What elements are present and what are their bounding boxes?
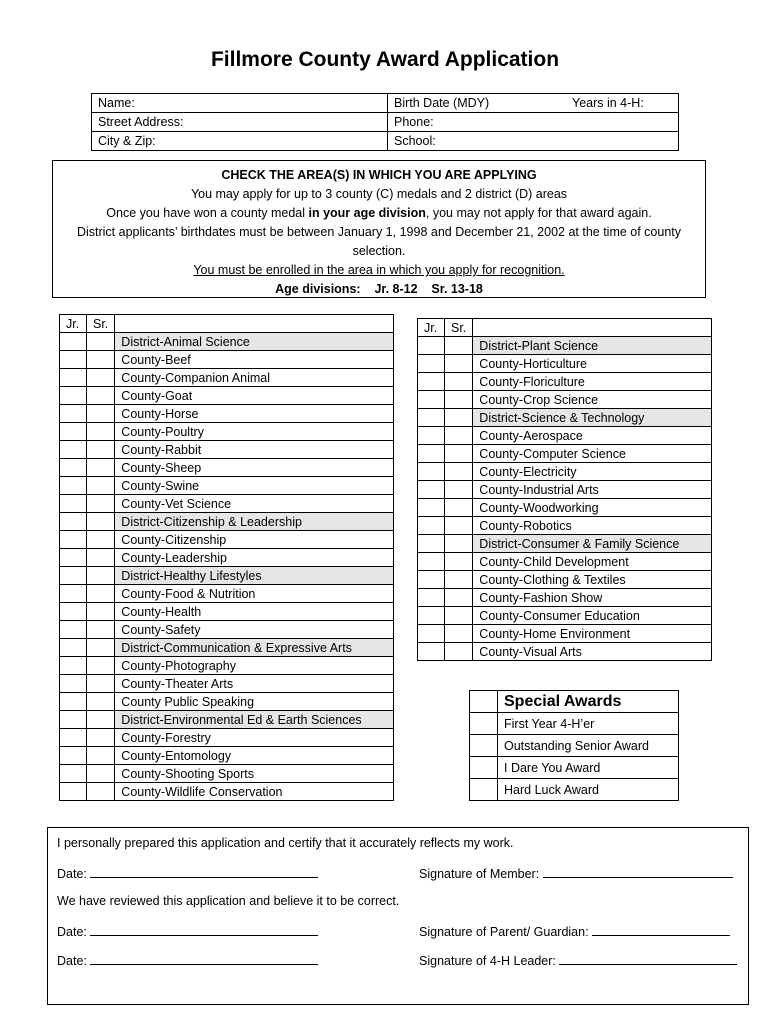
sr-checkbox[interactable] bbox=[87, 657, 115, 675]
age-divisions: Age divisions: Jr. 8-12 Sr. 13-18 bbox=[275, 282, 483, 296]
area-label: County-Theater Arts bbox=[115, 675, 394, 693]
sr-checkbox[interactable] bbox=[445, 391, 473, 409]
jr-checkbox[interactable] bbox=[60, 639, 87, 657]
sr-checkbox[interactable] bbox=[87, 531, 115, 549]
area-label: District-Communication & Expressive Arts bbox=[115, 639, 394, 657]
school-field[interactable] bbox=[388, 132, 679, 151]
area-row bbox=[418, 463, 712, 481]
special-awards-table bbox=[469, 690, 679, 801]
area-label: County-Fashion Show bbox=[473, 589, 712, 607]
area-row bbox=[418, 409, 712, 427]
special-award-checkbox[interactable] bbox=[470, 757, 498, 779]
jr-checkbox[interactable] bbox=[418, 517, 445, 535]
phone-field[interactable] bbox=[388, 113, 679, 132]
area-row bbox=[60, 585, 394, 603]
jr-checkbox[interactable] bbox=[60, 693, 87, 711]
special-award-label: Outstanding Senior Award bbox=[498, 735, 679, 757]
area-label: County-Visual Arts bbox=[473, 643, 712, 661]
special-award-label: First Year 4-H’er bbox=[498, 713, 679, 735]
area-label: County-Food & Nutrition bbox=[115, 585, 394, 603]
area-row bbox=[60, 549, 394, 567]
area-row bbox=[418, 643, 712, 661]
jr-checkbox[interactable] bbox=[418, 553, 445, 571]
area-label: County-Rabbit bbox=[115, 441, 394, 459]
jr-checkbox[interactable] bbox=[60, 351, 87, 369]
jr-checkbox[interactable] bbox=[60, 675, 87, 693]
jr-checkbox[interactable] bbox=[418, 427, 445, 445]
area-row bbox=[60, 387, 394, 405]
area-label: County-Vet Science bbox=[115, 495, 394, 513]
leader-signature-row bbox=[419, 952, 737, 968]
area-row bbox=[60, 333, 394, 351]
area-label: County-Robotics bbox=[473, 517, 712, 535]
sr-checkbox[interactable] bbox=[445, 535, 473, 553]
instructions-line-4: You must be enrolled in the area in which you apply for recognition. bbox=[193, 263, 565, 277]
special-award-row bbox=[470, 779, 679, 801]
area-row bbox=[418, 607, 712, 625]
sr-checkbox[interactable] bbox=[87, 585, 115, 603]
area-row bbox=[418, 391, 712, 409]
area-row bbox=[60, 639, 394, 657]
area-row bbox=[60, 567, 394, 585]
street-address-field[interactable] bbox=[92, 113, 388, 132]
parent-signature-label: Signature of Parent/ Guardian: bbox=[419, 925, 589, 939]
area-row bbox=[60, 351, 394, 369]
sr-checkbox[interactable] bbox=[445, 445, 473, 463]
area-label: County-Computer Science bbox=[473, 445, 712, 463]
street-address-label: Street Address: bbox=[98, 115, 184, 129]
area-row bbox=[418, 355, 712, 373]
jr-checkbox[interactable] bbox=[60, 765, 87, 783]
area-row bbox=[418, 553, 712, 571]
sr-checkbox[interactable] bbox=[445, 373, 473, 391]
area-row bbox=[60, 747, 394, 765]
sr-checkbox[interactable] bbox=[87, 729, 115, 747]
instructions-line-3: District applicants’ birthdates must be between January 1, 1998 and December 21, 2002 at the time of county selection. bbox=[76, 225, 682, 258]
sr-checkbox[interactable] bbox=[87, 765, 115, 783]
jr-checkbox[interactable] bbox=[60, 567, 87, 585]
leader-date-row bbox=[57, 952, 318, 968]
area-column-header bbox=[473, 319, 712, 337]
special-award-label: I Dare You Award bbox=[498, 757, 679, 779]
area-row bbox=[418, 499, 712, 517]
sr-checkbox[interactable] bbox=[87, 405, 115, 423]
sr-checkbox[interactable] bbox=[87, 333, 115, 351]
city-zip-field[interactable] bbox=[92, 132, 388, 151]
special-awards-heading: Special Awards bbox=[498, 691, 679, 713]
jr-checkbox[interactable] bbox=[418, 589, 445, 607]
special-award-label: Hard Luck Award bbox=[498, 779, 679, 801]
special-award-row bbox=[470, 713, 679, 735]
jr-column-header: Jr. bbox=[60, 315, 87, 333]
leader-date-label: Date: bbox=[57, 954, 87, 968]
sr-checkbox[interactable] bbox=[87, 711, 115, 729]
instructions-line-2-pre: Once you have won a county medal bbox=[106, 206, 309, 220]
jr-checkbox[interactable] bbox=[60, 369, 87, 387]
area-label: County-Entomology bbox=[115, 747, 394, 765]
area-label: County-Companion Animal bbox=[115, 369, 394, 387]
jr-checkbox[interactable] bbox=[418, 607, 445, 625]
area-label: County-Swine bbox=[115, 477, 394, 495]
area-label: County-Child Development bbox=[473, 553, 712, 571]
area-row bbox=[418, 427, 712, 445]
instructions-line-2-post: , you may not apply for that award again. bbox=[425, 206, 652, 220]
sr-checkbox[interactable] bbox=[87, 477, 115, 495]
area-label: County-Industrial Arts bbox=[473, 481, 712, 499]
special-award-checkbox[interactable] bbox=[470, 735, 498, 757]
area-row bbox=[60, 729, 394, 747]
special-award-checkbox[interactable] bbox=[470, 713, 498, 735]
sr-checkbox[interactable] bbox=[87, 639, 115, 657]
area-row bbox=[60, 621, 394, 639]
area-row bbox=[60, 765, 394, 783]
jr-checkbox[interactable] bbox=[60, 729, 87, 747]
sr-checkbox[interactable] bbox=[445, 409, 473, 427]
area-label: County-Home Environment bbox=[473, 625, 712, 643]
area-row bbox=[418, 589, 712, 607]
area-row bbox=[60, 531, 394, 549]
special-award-checkbox[interactable] bbox=[470, 779, 498, 801]
area-label: District-Plant Science bbox=[473, 337, 712, 355]
parent-date-label: Date: bbox=[57, 925, 87, 939]
sr-checkbox[interactable] bbox=[87, 351, 115, 369]
instructions-box bbox=[52, 160, 706, 298]
area-label: District-Science & Technology bbox=[473, 409, 712, 427]
area-label: County-Electricity bbox=[473, 463, 712, 481]
jr-checkbox[interactable] bbox=[418, 535, 445, 553]
jr-checkbox[interactable] bbox=[418, 463, 445, 481]
sr-checkbox[interactable] bbox=[445, 589, 473, 607]
area-row bbox=[60, 603, 394, 621]
area-label: County-Wildlife Conservation bbox=[115, 783, 394, 801]
member-signature-row bbox=[419, 865, 733, 881]
area-row bbox=[60, 657, 394, 675]
jr-checkbox[interactable] bbox=[60, 747, 87, 765]
area-label: County-Floriculture bbox=[473, 373, 712, 391]
area-row bbox=[60, 693, 394, 711]
sr-column-header: Sr. bbox=[445, 319, 473, 337]
parent-signature-row bbox=[419, 923, 730, 939]
sr-checkbox[interactable] bbox=[87, 423, 115, 441]
sr-checkbox[interactable] bbox=[445, 571, 473, 589]
sr-checkbox[interactable] bbox=[445, 517, 473, 535]
sr-checkbox[interactable] bbox=[445, 355, 473, 373]
sr-checkbox[interactable] bbox=[87, 747, 115, 765]
area-label: County-Safety bbox=[115, 621, 394, 639]
phone-label: Phone: bbox=[394, 115, 434, 129]
jr-checkbox[interactable] bbox=[60, 585, 87, 603]
area-row bbox=[60, 459, 394, 477]
area-label: County-Sheep bbox=[115, 459, 394, 477]
jr-checkbox[interactable] bbox=[60, 405, 87, 423]
area-label: County-Crop Science bbox=[473, 391, 712, 409]
area-label: County-Goat bbox=[115, 387, 394, 405]
jr-checkbox[interactable] bbox=[60, 603, 87, 621]
jr-checkbox[interactable] bbox=[60, 441, 87, 459]
sr-checkbox[interactable] bbox=[87, 459, 115, 477]
area-row bbox=[418, 337, 712, 355]
sr-checkbox[interactable] bbox=[445, 607, 473, 625]
sr-checkbox[interactable] bbox=[445, 499, 473, 517]
jr-checkbox[interactable] bbox=[60, 549, 87, 567]
area-label: County-Beef bbox=[115, 351, 394, 369]
area-row bbox=[418, 445, 712, 463]
area-column-header bbox=[115, 315, 394, 333]
sr-checkbox[interactable] bbox=[445, 337, 473, 355]
name-field[interactable] bbox=[92, 94, 388, 113]
jr-checkbox[interactable] bbox=[60, 423, 87, 441]
member-signature-line[interactable] bbox=[543, 865, 733, 878]
area-label: County-Clothing & Textiles bbox=[473, 571, 712, 589]
area-row bbox=[60, 477, 394, 495]
area-label: County-Consumer Education bbox=[473, 607, 712, 625]
jr-column-header: Jr. bbox=[418, 319, 445, 337]
area-label: District-Animal Science bbox=[115, 333, 394, 351]
member-date-row bbox=[57, 865, 318, 881]
area-label: County-Leadership bbox=[115, 549, 394, 567]
member-signature-label: Signature of Member: bbox=[419, 867, 540, 881]
school-label: School: bbox=[394, 134, 436, 148]
jr-checkbox[interactable] bbox=[418, 445, 445, 463]
city-zip-label: City & Zip: bbox=[98, 134, 156, 148]
area-row bbox=[418, 481, 712, 499]
parent-date-line[interactable] bbox=[90, 923, 318, 936]
area-label: County-Forestry bbox=[115, 729, 394, 747]
sr-checkbox[interactable] bbox=[87, 513, 115, 531]
area-row bbox=[60, 423, 394, 441]
sr-checkbox[interactable] bbox=[445, 625, 473, 643]
sr-checkbox[interactable] bbox=[87, 369, 115, 387]
jr-checkbox[interactable] bbox=[418, 409, 445, 427]
area-label: County Public Speaking bbox=[115, 693, 394, 711]
special-award-row bbox=[470, 757, 679, 779]
years-in-4h-label: Years in 4-H: bbox=[572, 96, 644, 110]
leader-date-line[interactable] bbox=[90, 952, 318, 965]
sr-column-header: Sr. bbox=[87, 315, 115, 333]
jr-checkbox[interactable] bbox=[60, 657, 87, 675]
area-label: County-Citizenship bbox=[115, 531, 394, 549]
jr-checkbox[interactable] bbox=[60, 459, 87, 477]
member-date-line[interactable] bbox=[90, 865, 318, 878]
parent-signature-line[interactable] bbox=[592, 923, 730, 936]
jr-checkbox[interactable] bbox=[60, 387, 87, 405]
area-row bbox=[418, 517, 712, 535]
area-label: District-Environmental Ed & Earth Sciences bbox=[115, 711, 394, 729]
area-row bbox=[60, 711, 394, 729]
name-label: Name: bbox=[98, 96, 135, 110]
jr-checkbox[interactable] bbox=[60, 333, 87, 351]
leader-signature-line[interactable] bbox=[559, 952, 737, 965]
jr-checkbox[interactable] bbox=[60, 783, 87, 801]
area-label: County-Woodworking bbox=[473, 499, 712, 517]
area-row bbox=[418, 373, 712, 391]
instructions-line-2-bold: in your age division bbox=[308, 206, 426, 220]
leader-signature-label: Signature of 4-H Leader: bbox=[419, 954, 556, 968]
right-areas-table bbox=[417, 318, 712, 661]
certification-box bbox=[47, 827, 749, 1005]
member-statement: I personally prepared this application and certify that it accurately reflects my work. bbox=[57, 836, 514, 850]
sr-checkbox[interactable] bbox=[445, 553, 473, 571]
jr-checkbox[interactable] bbox=[418, 391, 445, 409]
jr-checkbox[interactable] bbox=[60, 495, 87, 513]
sr-checkbox[interactable] bbox=[87, 495, 115, 513]
area-row bbox=[60, 369, 394, 387]
area-label: District-Citizenship & Leadership bbox=[115, 513, 394, 531]
sr-checkbox[interactable] bbox=[445, 643, 473, 661]
sr-checkbox[interactable] bbox=[87, 621, 115, 639]
parent-date-row bbox=[57, 923, 318, 939]
applicant-info-table bbox=[91, 93, 679, 151]
jr-checkbox[interactable] bbox=[418, 571, 445, 589]
instructions-heading: CHECK THE AREA(S) IN WHICH YOU ARE APPLYING bbox=[221, 168, 537, 182]
sr-checkbox[interactable] bbox=[87, 441, 115, 459]
sr-checkbox[interactable] bbox=[445, 463, 473, 481]
sr-checkbox[interactable] bbox=[87, 387, 115, 405]
sr-checkbox[interactable] bbox=[87, 693, 115, 711]
sr-checkbox[interactable] bbox=[87, 783, 115, 801]
area-label: County-Health bbox=[115, 603, 394, 621]
birth-date-field[interactable] bbox=[388, 94, 679, 113]
sr-checkbox[interactable] bbox=[445, 427, 473, 445]
area-row bbox=[60, 783, 394, 801]
area-row bbox=[418, 535, 712, 553]
special-awards-header-blank bbox=[470, 691, 498, 713]
jr-checkbox[interactable] bbox=[60, 711, 87, 729]
area-label: District-Consumer & Family Science bbox=[473, 535, 712, 553]
special-award-row bbox=[470, 735, 679, 757]
jr-checkbox[interactable] bbox=[418, 373, 445, 391]
area-label: County-Poultry bbox=[115, 423, 394, 441]
jr-checkbox[interactable] bbox=[60, 513, 87, 531]
sr-checkbox[interactable] bbox=[445, 481, 473, 499]
area-label: County-Aerospace bbox=[473, 427, 712, 445]
area-row bbox=[60, 405, 394, 423]
jr-checkbox[interactable] bbox=[60, 477, 87, 495]
birth-date-label: Birth Date (MDY) bbox=[394, 96, 490, 110]
sr-checkbox[interactable] bbox=[87, 549, 115, 567]
area-label: County-Horticulture bbox=[473, 355, 712, 373]
instructions-line-1: You may apply for up to 3 county (C) medals and 2 district (D) areas bbox=[190, 187, 568, 201]
jr-checkbox[interactable] bbox=[418, 499, 445, 517]
sr-checkbox[interactable] bbox=[87, 603, 115, 621]
area-row bbox=[60, 495, 394, 513]
page-title: Fillmore County Award Application bbox=[210, 48, 560, 71]
sr-checkbox[interactable] bbox=[87, 675, 115, 693]
jr-checkbox[interactable] bbox=[418, 625, 445, 643]
area-label: County-Shooting Sports bbox=[115, 765, 394, 783]
instructions-line-2 bbox=[53, 204, 705, 223]
area-row bbox=[418, 625, 712, 643]
area-row bbox=[418, 571, 712, 589]
sr-checkbox[interactable] bbox=[87, 567, 115, 585]
jr-checkbox[interactable] bbox=[60, 621, 87, 639]
area-label: County-Horse bbox=[115, 405, 394, 423]
area-label: District-Healthy Lifestyles bbox=[115, 567, 394, 585]
jr-checkbox[interactable] bbox=[60, 531, 87, 549]
member-date-label: Date: bbox=[57, 867, 87, 881]
jr-checkbox[interactable] bbox=[418, 355, 445, 373]
left-areas-table bbox=[59, 314, 394, 801]
area-row bbox=[60, 675, 394, 693]
jr-checkbox[interactable] bbox=[418, 643, 445, 661]
area-label: County-Photography bbox=[115, 657, 394, 675]
area-row bbox=[60, 513, 394, 531]
jr-checkbox[interactable] bbox=[418, 337, 445, 355]
jr-checkbox[interactable] bbox=[418, 481, 445, 499]
area-row bbox=[60, 441, 394, 459]
review-statement: We have reviewed this application and believe it to be correct. bbox=[57, 894, 400, 908]
